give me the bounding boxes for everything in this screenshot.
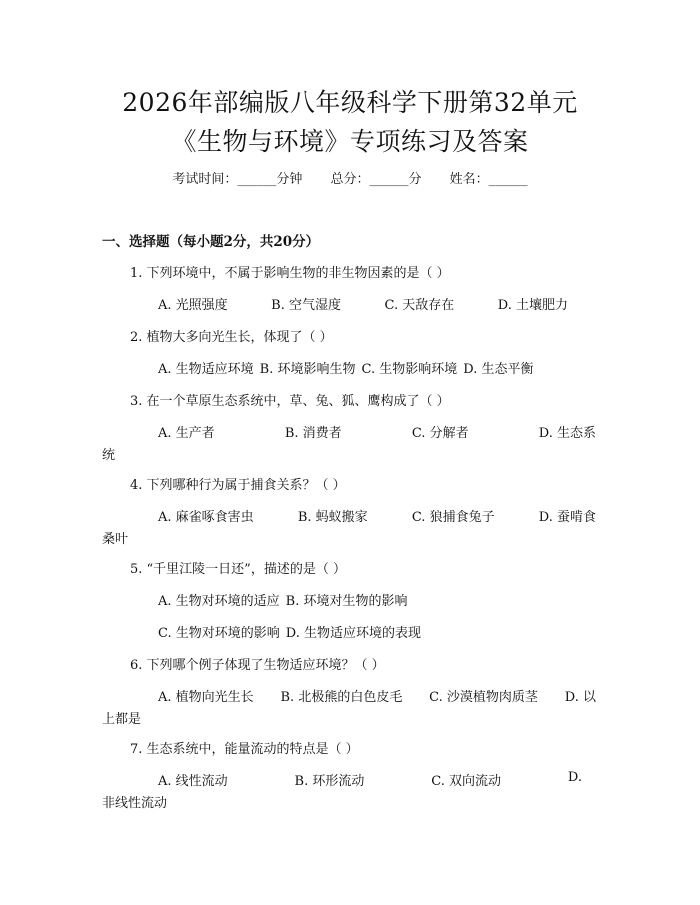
section-heading: 一、选择题（每小题2分，共20分）: [102, 234, 320, 250]
option: C. 狼捕食兔子: [411, 510, 495, 525]
question-stem: 6. 下列哪个例子体现了生物适应环境？（ ）: [130, 658, 385, 673]
option: B. 环境对生物的影响: [285, 594, 408, 609]
option-continuation: 桑叶: [102, 532, 129, 547]
option: A. 植物向光生长: [158, 690, 254, 705]
option-continuation: 统: [102, 448, 116, 463]
option: A. 生物对环境的适应: [158, 594, 280, 609]
option: D. 生态系: [538, 426, 596, 441]
option-row: [158, 590, 596, 609]
option-row: [158, 770, 582, 789]
question-stem: 1. 下列环境中，不属于影响生物的非生物因素的是（ ）: [130, 266, 450, 281]
title-line-1: 2026年部编版八年级科学下册第32单元: [122, 88, 578, 117]
title-line-2: 《生物与环境》专项练习及答案: [171, 127, 529, 156]
option-row: [158, 294, 568, 313]
option: A. 生产者: [158, 426, 215, 441]
option-continuation: 非线性流动: [102, 796, 168, 811]
option-row: [158, 358, 596, 377]
option-row: [158, 506, 596, 525]
option: A. 线性流动: [158, 774, 228, 789]
option: D. 土壤肥力: [497, 298, 568, 313]
option: B. 空气湿度: [271, 298, 341, 313]
option: B. 蚂蚁搬家: [297, 510, 368, 525]
option: D. 生态平衡: [463, 362, 534, 377]
total-score-field: 总分：______分: [330, 172, 422, 187]
question-stem: 2. 植物大多向光生长，体现了（ ）: [130, 330, 333, 345]
question-stem: 3. 在一个草原生态系统中，草、兔、狐、鹰构成了（ ）: [130, 394, 450, 409]
option: C. 生物影响环境: [361, 362, 458, 377]
option: C. 生物对环境的影响: [158, 626, 280, 641]
option: B. 环形流动: [294, 774, 365, 789]
question-stem: 7. 生态系统中，能量流动的特点是（ ）: [130, 742, 359, 757]
option: C. 双向流动: [431, 774, 502, 789]
option: D. 生物适应环境的表现: [285, 626, 421, 641]
option-row: [158, 686, 596, 705]
question-stem: 5. “千里江陵一日还”，描述的是（ ）: [130, 562, 346, 577]
option-row: [158, 422, 596, 441]
question-stem: 4. 下列哪种行为属于捕食关系？（ ）: [130, 478, 346, 493]
exam-meta: [0, 168, 700, 187]
option: C. 天敌存在: [384, 298, 455, 313]
option: C. 分解者: [411, 426, 469, 441]
option: D. 以: [564, 690, 596, 705]
option: A. 生物适应环境: [158, 362, 254, 377]
option: D. 蚕啃食: [538, 510, 596, 525]
option: B. 消费者: [284, 426, 342, 441]
student-name-field: 姓名：______: [449, 172, 528, 187]
option-continuation: 上都是: [102, 712, 142, 727]
exam-time-field: 考试时间：______分钟: [172, 172, 303, 187]
option: C. 沙漠植物肉质茎: [429, 690, 538, 705]
option: A. 麻雀啄食害虫: [158, 510, 254, 525]
option: B. 北极熊的白色皮毛: [280, 690, 403, 705]
option: B. 环境影响生物: [259, 362, 356, 377]
option-row: [158, 622, 596, 641]
option: A. 光照强度: [158, 298, 228, 313]
option: D.: [567, 770, 582, 785]
